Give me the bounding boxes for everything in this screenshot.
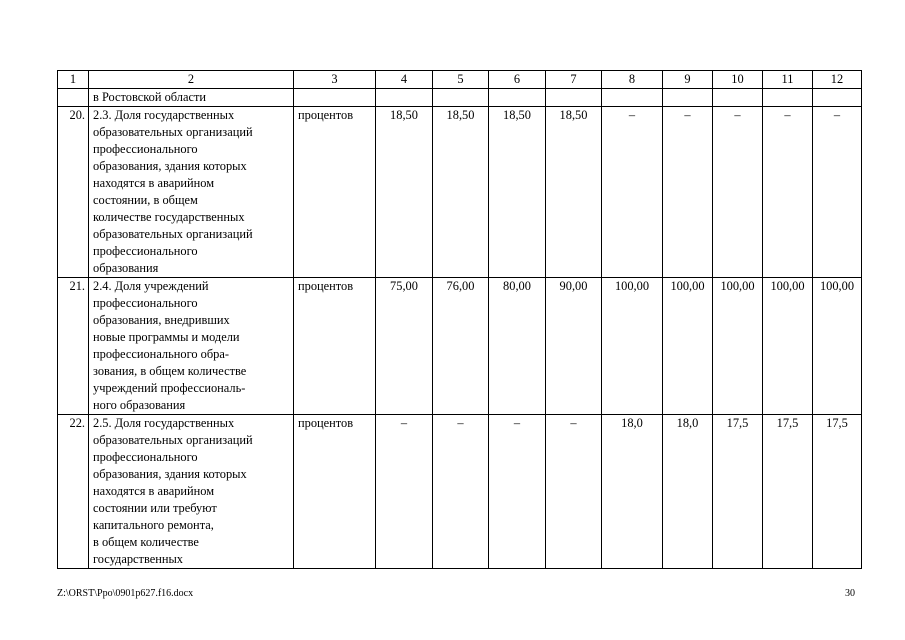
value-cell: 18,0 — [602, 415, 663, 569]
indicator-name-line: находятся в аварийном — [93, 484, 215, 498]
unit-cell: процентов — [294, 415, 376, 569]
column-header: 4 — [376, 71, 433, 89]
value-cell: – — [376, 415, 433, 569]
indicator-name-cell: в Ростовской области — [89, 89, 294, 107]
indicator-name-line: образовательных организаций — [93, 125, 253, 139]
column-header: 11 — [763, 71, 813, 89]
footer-page-number: 30 — [845, 588, 855, 599]
indicator-name-line: образовательных организаций — [93, 433, 253, 447]
value-cell: 100,00 — [602, 278, 663, 415]
continuation-row — [58, 89, 862, 107]
row-number-cell: 22. — [58, 415, 89, 569]
indicator-name-line: профессионального — [93, 450, 198, 464]
indicator-name-line: в общем количестве — [93, 535, 199, 549]
indicator-name-line: 2.3. Доля государственных — [93, 108, 235, 122]
column-header: 12 — [813, 71, 862, 89]
indicator-name-line: новые программы и модели — [93, 330, 240, 344]
indicator-name-line: количестве государственных — [93, 210, 245, 224]
indicator-name-line: образовательных организаций — [93, 227, 253, 241]
value-cell: – — [713, 107, 763, 278]
value-cell: 90,00 — [546, 278, 602, 415]
indicator-name-cell — [89, 415, 294, 569]
value-cell — [376, 89, 433, 107]
indicator-name-line: капитального ремонта, — [93, 518, 214, 532]
value-cell: 17,5 — [713, 415, 763, 569]
value-cell: 100,00 — [713, 278, 763, 415]
value-cell: – — [602, 107, 663, 278]
indicator-name-cell — [89, 107, 294, 278]
value-cell — [433, 89, 489, 107]
column-header: 1 — [58, 71, 89, 89]
column-header: 7 — [546, 71, 602, 89]
column-header: 5 — [433, 71, 489, 89]
value-cell: 17,5 — [813, 415, 862, 569]
value-cell: – — [663, 107, 713, 278]
row-number-cell: 20. — [58, 107, 89, 278]
column-header: 9 — [663, 71, 713, 89]
value-cell: 100,00 — [763, 278, 813, 415]
value-cell: 18,50 — [433, 107, 489, 278]
value-cell: – — [813, 107, 862, 278]
unit-cell — [294, 89, 376, 107]
value-cell: 75,00 — [376, 278, 433, 415]
header-row — [58, 71, 862, 89]
indicator-name-line: образования, внедривших — [93, 313, 230, 327]
indicators-table — [57, 70, 862, 569]
value-cell — [663, 89, 713, 107]
indicator-name-line: профессионального обра- — [93, 347, 229, 361]
value-cell — [546, 89, 602, 107]
value-cell — [489, 89, 546, 107]
value-cell: – — [546, 415, 602, 569]
value-cell: 18,50 — [376, 107, 433, 278]
table-row — [58, 278, 862, 415]
indicator-name-line: образования, здания которых — [93, 467, 247, 481]
indicator-name-line: образования, здания которых — [93, 159, 247, 173]
indicator-name-line: состоянии, в общем — [93, 193, 198, 207]
indicator-name-line: образования — [93, 261, 159, 275]
value-cell: 18,50 — [546, 107, 602, 278]
indicator-name-line: государственных — [93, 552, 184, 566]
indicator-name-line: профессионального — [93, 296, 198, 310]
value-cell — [813, 89, 862, 107]
value-cell — [602, 89, 663, 107]
value-cell: 17,5 — [763, 415, 813, 569]
value-cell: – — [433, 415, 489, 569]
row-number-cell: 21. — [58, 278, 89, 415]
indicator-name-line: находятся в аварийном — [93, 176, 215, 190]
column-header: 8 — [602, 71, 663, 89]
value-cell: – — [489, 415, 546, 569]
indicator-name-line: учреждений профессиональ- — [93, 381, 246, 395]
value-cell: – — [763, 107, 813, 278]
value-cell — [713, 89, 763, 107]
unit-cell: процентов — [294, 107, 376, 278]
indicator-name-line: 2.4. Доля учреждений — [93, 279, 209, 293]
column-header: 3 — [294, 71, 376, 89]
indicator-name-line: ного образования — [93, 398, 186, 412]
value-cell: 100,00 — [663, 278, 713, 415]
unit-cell: процентов — [294, 278, 376, 415]
indicator-name-line: зования, в общем количестве — [93, 364, 247, 378]
indicator-name-line: профессионального — [93, 244, 198, 258]
value-cell: 18,50 — [489, 107, 546, 278]
table-row — [58, 415, 862, 569]
column-header: 6 — [489, 71, 546, 89]
indicator-name-cell — [89, 278, 294, 415]
value-cell: 80,00 — [489, 278, 546, 415]
footer-file-path: Z:\ORST\Ppo\0901p627.f16.docx — [57, 588, 194, 599]
table-row — [58, 107, 862, 278]
column-header: 2 — [89, 71, 294, 89]
value-cell: 76,00 — [433, 278, 489, 415]
column-header: 10 — [713, 71, 763, 89]
row-number-cell — [58, 89, 89, 107]
indicator-name-line: профессионального — [93, 142, 198, 156]
value-cell: 18,0 — [663, 415, 713, 569]
value-cell: 100,00 — [813, 278, 862, 415]
indicator-name-line: состоянии или требуют — [93, 501, 217, 515]
indicator-name-line: 2.5. Доля государственных — [93, 416, 235, 430]
value-cell — [763, 89, 813, 107]
